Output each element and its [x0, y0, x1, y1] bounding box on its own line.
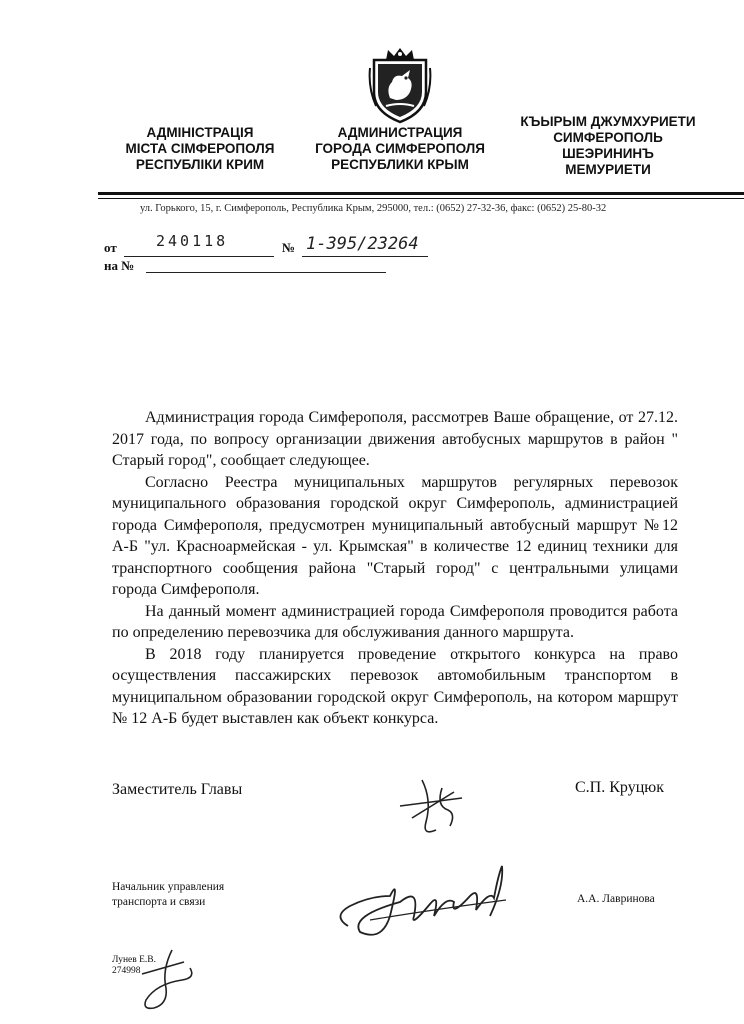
header-left-line-1: АДМІНІСТРАЦІЯ	[146, 125, 254, 140]
header-rule-thin	[98, 198, 744, 199]
reply-label: на №	[104, 258, 135, 273]
header-right-line-1: КЪЫРЫМ ДЖУМХУРИЕТИ	[520, 114, 696, 129]
signer-position: Заместитель Главы	[112, 781, 243, 798]
header-left-line-2: МІСТА СІМФЕРОПОЛЯ	[125, 141, 275, 156]
executor-name: Лунев Е.В.	[112, 955, 157, 965]
paragraph-3: На данный момент администрацией города Симферополя проводится работа по определению перевозчика для обслуживания данного маршрута.	[112, 602, 678, 641]
from-label: от	[104, 240, 117, 255]
header-center-line-1: АДМИНИСТРАЦИЯ	[337, 125, 463, 140]
header-right-line-4: МЕМУРИЕТИ	[565, 162, 651, 177]
number-label: №	[282, 240, 296, 255]
header-center-line-2: ГОРОДА СИМФЕРОПОЛЯ	[315, 141, 485, 156]
date-field-value: 240118	[156, 232, 229, 250]
date-field-line	[124, 256, 274, 257]
paragraph-2: Согласно Реестра муниципальных маршрутов регулярных перевозок муниципального образования городской округ Симферополь, администрацией города Симферополя, предусмотрен муниципальный автобусный маршрут №12 А-Б "ул. Красноармейская - ул. Крымская" в количестве 12 единиц техники для транспортного сообщения района "Старый город" с центральными улицами города Симферополя.	[112, 473, 678, 598]
dept-title-line-1: Начальник управления	[112, 881, 225, 893]
signature-3	[132, 944, 202, 1014]
number-field-line	[302, 256, 428, 257]
header-left-line-3: РЕСПУБЛІКИ КРИМ	[135, 157, 265, 172]
paragraph-1: Администрация города Симферополя, рассмотрев Ваше обращение, от 27.12. 2017 года, по вопросу организации движения автобусных маршрутов в район " Старый город", сообщает следующее.	[112, 409, 678, 469]
header-center	[300, 125, 500, 173]
header-rule-thick	[98, 192, 744, 195]
header-left	[110, 125, 290, 173]
dept-title-line-2: транспорта и связи	[112, 896, 206, 908]
dept-head-name: А.А. Лавринова	[577, 893, 655, 905]
executor-phone: 274998	[112, 966, 141, 976]
reply-field-line	[146, 272, 386, 273]
header-right-line-3: ШЕЭРИНИНЪ	[562, 146, 654, 161]
header-right	[508, 114, 708, 178]
address-line: ул. Горького, 15, г. Симферополь, Республика Крым, 295000, тел.: (0652) 27-32-36, факс: (0652) 25-80-32	[140, 203, 607, 214]
header-center-line-3: РЕСПУБЛИКИ КРЫМ	[331, 157, 469, 172]
header-right-line-2: СИМФЕРОПОЛЬ	[553, 130, 663, 145]
signature-2	[330, 856, 530, 946]
paragraph-4: В 2018 году планируется проведение открытого конкурса на право осуществления пассажирских перевозок автомобильным транспортом в муниципальном образовании городской округ Симферополь, на котором маршрут № 12 А-Б будет выставлен как объект конкурса.	[112, 645, 678, 727]
crimea-coat-of-arms-icon	[366, 48, 434, 124]
signature-1	[392, 770, 472, 840]
signer-name: С.П. Круцюк	[575, 779, 664, 796]
dept-title	[112, 880, 224, 910]
letter-body	[112, 407, 678, 730]
number-field-value: 1-395/23264	[306, 234, 419, 254]
